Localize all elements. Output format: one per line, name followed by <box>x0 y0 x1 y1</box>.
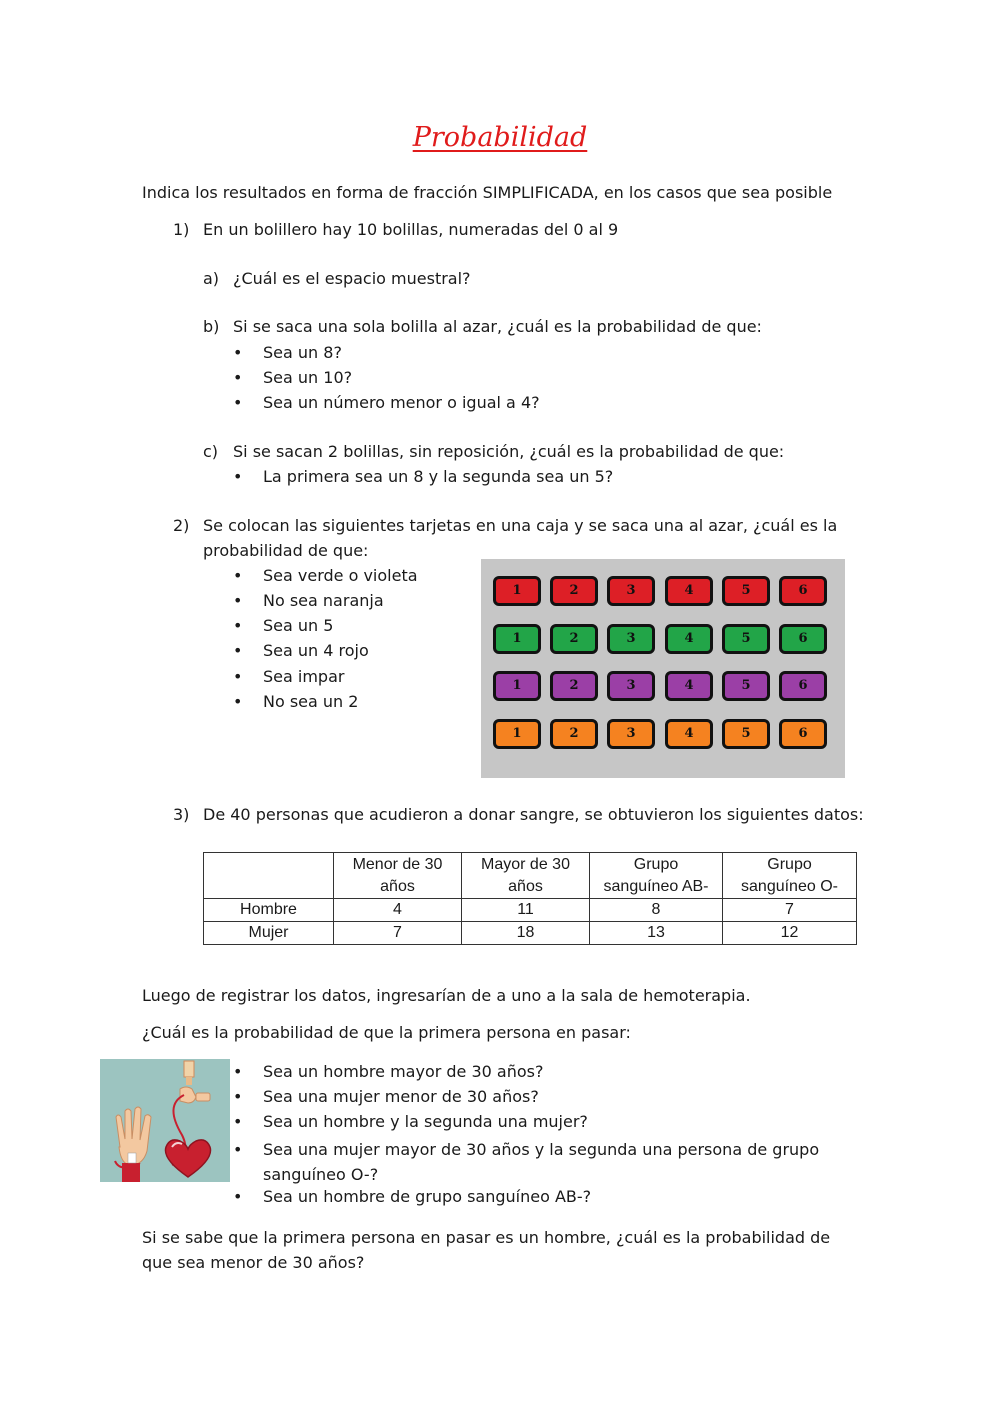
table-cell: 12 <box>723 922 857 945</box>
q1-number: 1) <box>173 220 190 239</box>
q3-bullet: • Sea un hombre y la segunda una mujer? <box>263 1112 588 1131</box>
table-cell: 8 <box>590 899 723 922</box>
q1b-bullet: • Sea un 8? <box>263 343 342 362</box>
table-cell: 7 <box>723 899 857 922</box>
row-label: Hombre <box>204 899 334 922</box>
q2-text-line1: Se colocan las siguientes tarjetas en una caja y se saca una al azar, ¿cuál es la <box>203 516 838 535</box>
card-rojo-4: 4 <box>665 576 713 606</box>
table-header-row <box>204 853 857 899</box>
card-rojo-1: 1 <box>493 576 541 606</box>
card-rojo-2: 2 <box>550 576 598 606</box>
card-violeta-6: 6 <box>779 671 827 701</box>
card-verde-1: 1 <box>493 624 541 654</box>
q1-text: En un bolillero hay 10 bolillas, numeradas del 0 al 9 <box>203 220 619 239</box>
table-header-cell: Grupo sanguíneo AB- <box>590 853 723 899</box>
table-cell: 4 <box>334 899 462 922</box>
q1b-bullet: • Sea un 10? <box>263 368 352 387</box>
q2-bullet: • Sea un 5 <box>263 616 333 635</box>
q3-number: 3) <box>173 805 190 824</box>
table-cell: 11 <box>462 899 590 922</box>
card-verde-2: 2 <box>550 624 598 654</box>
q3-after-text-2: ¿Cuál es la probabilidad de que la primera persona en pasar: <box>142 1023 631 1042</box>
card-verde-3: 3 <box>607 624 655 654</box>
q2-text-line2: probabilidad de que: <box>203 541 369 560</box>
card-naranja-2: 2 <box>550 719 598 749</box>
q1c-bullet: • La primera sea un 8 y la segunda sea un 5? <box>263 467 613 486</box>
table-cell: 13 <box>590 922 723 945</box>
table-cell: 18 <box>462 922 590 945</box>
card-rojo-6: 6 <box>779 576 827 606</box>
table-header-cell: Menor de 30 años <box>334 853 462 899</box>
q3-bullet: • Sea un hombre mayor de 30 años? <box>263 1062 544 1081</box>
card-verde-5: 5 <box>722 624 770 654</box>
q3-after-text-1: Luego de registrar los datos, ingresarían de a uno a la sala de hemoterapia. <box>142 986 751 1005</box>
card-rojo-3: 3 <box>607 576 655 606</box>
card-naranja-1: 1 <box>493 719 541 749</box>
q3-bullet: • Sea un hombre de grupo sanguíneo AB-? <box>263 1187 591 1206</box>
instructions: Indica los resultados en forma de fracción SIMPLIFICADA, en los casos que sea posible <box>142 183 833 202</box>
blood-donation-illustration <box>100 1059 230 1182</box>
blood-donor-table <box>203 852 857 945</box>
q2-bullet: • Sea impar <box>263 667 344 686</box>
q1c-text: Si se sacan 2 bolillas, sin reposición, ¿cuál es la probabilidad de que: <box>233 442 785 461</box>
card-violeta-1: 1 <box>493 671 541 701</box>
q2-number: 2) <box>173 516 190 535</box>
table-cell: 7 <box>334 922 462 945</box>
q3-bullet: • Sea una mujer menor de 30 años? <box>263 1087 539 1106</box>
table-header-cell: Mayor de 30 años <box>462 853 590 899</box>
card-verde-4: 4 <box>665 624 713 654</box>
q1a-text: ¿Cuál es el espacio muestral? <box>233 269 471 288</box>
page-title: Probabilidad <box>412 122 588 153</box>
q3-text: De 40 personas que acudieron a donar sangre, se obtuvieron los siguientes datos: <box>203 805 864 824</box>
card-naranja-6: 6 <box>779 719 827 749</box>
card-violeta-3: 3 <box>607 671 655 701</box>
q2-bullet: • No sea un 2 <box>263 692 358 711</box>
card-violeta-2: 2 <box>550 671 598 701</box>
card-verde-6: 6 <box>779 624 827 654</box>
q1b-bullet: • Sea un número menor o igual a 4? <box>263 393 540 412</box>
cards-image <box>481 559 845 778</box>
q1a-label: a) <box>203 269 220 288</box>
table-row <box>204 922 857 945</box>
card-naranja-4: 4 <box>665 719 713 749</box>
card-naranja-3: 3 <box>607 719 655 749</box>
q3-bullet: • Sea una mujer mayor de 30 años y la segunda una persona de grupo sanguíneo O-? <box>263 1137 863 1187</box>
q1b-label: b) <box>203 317 220 336</box>
card-violeta-4: 4 <box>665 671 713 701</box>
table-header-empty <box>204 853 334 899</box>
card-naranja-5: 5 <box>722 719 770 749</box>
row-label: Mujer <box>204 922 334 945</box>
donation-icon <box>100 1059 230 1182</box>
table-row <box>204 899 857 922</box>
q2-bullet: • No sea naranja <box>263 591 384 610</box>
q2-bullet: • Sea un 4 rojo <box>263 641 369 660</box>
q1c-label: c) <box>203 442 219 461</box>
table-header-cell: Grupo sanguíneo O- <box>723 853 857 899</box>
card-rojo-5: 5 <box>722 576 770 606</box>
q3-final-question: Si se sabe que la primera persona en pasar es un hombre, ¿cuál es la probabilidad de que sea menor de 30 años? <box>142 1228 831 1272</box>
q1b-text: Si se saca una sola bolilla al azar, ¿cuál es la probabilidad de que: <box>233 317 762 336</box>
card-violeta-5: 5 <box>722 671 770 701</box>
q2-bullet: • Sea verde o violeta <box>263 566 418 585</box>
